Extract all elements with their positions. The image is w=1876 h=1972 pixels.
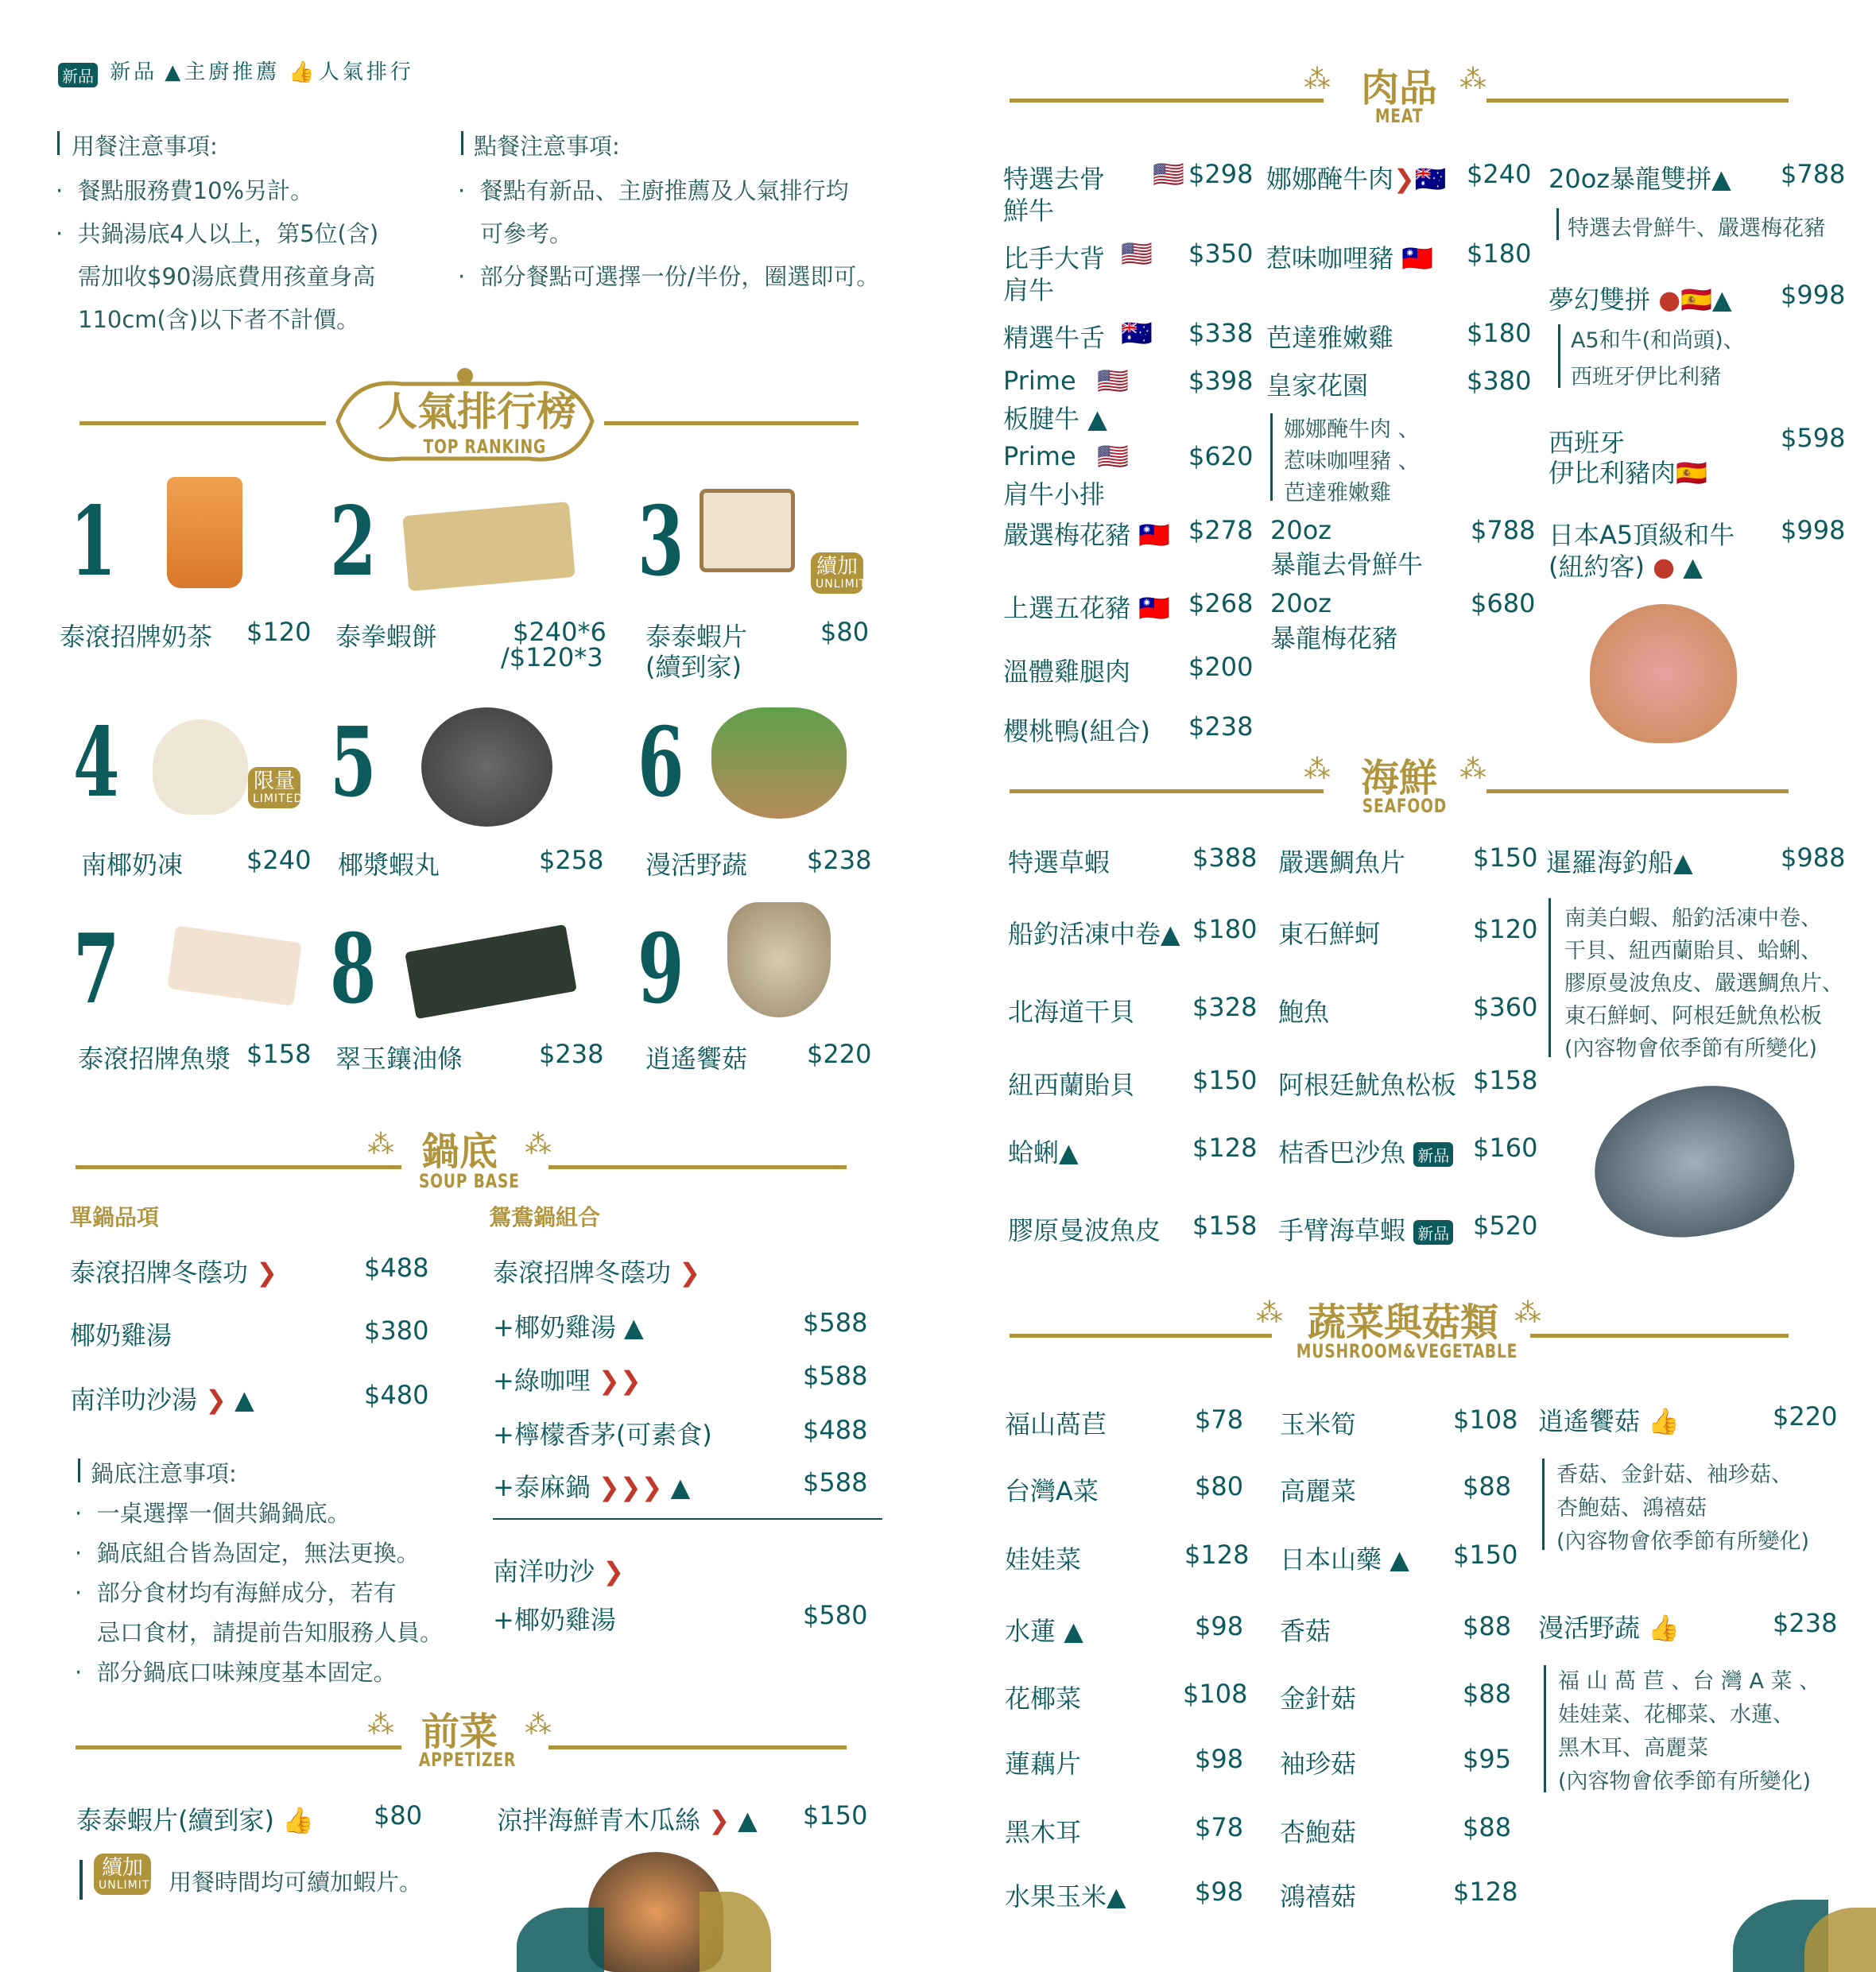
rank-item-price: $158: [246, 1039, 312, 1069]
seafood-item: 桔香巴沙魚 新品: [1278, 1133, 1453, 1169]
rank-item-price-half: /$120*3: [501, 642, 603, 672]
combo-head: 泰滾招牌冬蔭功 ❯: [493, 1257, 700, 1288]
meat-item: 芭達雅嫩雞: [1266, 323, 1394, 353]
garden-desc: 娜娜醃牛肉 、: [1284, 417, 1420, 442]
meat-item-2: 肩牛: [1003, 275, 1055, 305]
legend-popular: 人氣排行: [318, 60, 414, 84]
seafood-item: 船釣活凍中卷▲: [1008, 919, 1180, 949]
soup-notes-title: 鍋底注意事項:: [91, 1460, 237, 1487]
top-ranking-subtitle: TOP RANKING: [423, 436, 547, 458]
meat-item-2: 鮮牛: [1003, 196, 1055, 226]
sparkle-icon: ⁂: [525, 1129, 552, 1160]
appetizer-price: $150: [803, 1800, 868, 1831]
meat-item-2: (紐約客) ● ▲: [1548, 552, 1703, 582]
meat-price: $998: [1781, 280, 1846, 310]
soup-note: · 鍋底組合皆為固定，無法更換。: [75, 1540, 420, 1567]
veg-item: 福山萵苣: [1005, 1409, 1107, 1439]
veg-item: 蓮藕片: [1005, 1749, 1082, 1779]
seafood-price: $128: [1192, 1133, 1258, 1163]
top-ranking-title: 人氣排行榜: [378, 388, 576, 435]
rank-item-price: $238: [807, 845, 872, 875]
seafood-item: 暹羅海釣船▲: [1546, 847, 1693, 878]
meat-item: 皇家花園: [1266, 370, 1369, 401]
veg-price: $88: [1463, 1679, 1512, 1709]
meat-item: 夢幻雙拼 ●🇪🇸▲: [1548, 285, 1732, 315]
meat-item: 20oz: [1270, 588, 1332, 618]
meat-item: 日本A5頂級和牛: [1548, 520, 1735, 550]
combo-item: +椰奶雞湯: [493, 1605, 616, 1635]
rank-item-name-2: (續到家): [645, 652, 742, 682]
meat-subtitle: MEAT: [1374, 105, 1424, 127]
seafood-item: 紐西蘭貽貝: [1008, 1070, 1136, 1100]
meat-price: $200: [1188, 652, 1254, 682]
rank-number: 8: [330, 913, 377, 1025]
appetizer-subtitle: APPETIZER: [418, 1749, 517, 1771]
us-flag-icon: 🇺🇸: [1097, 441, 1129, 471]
appetizer-title: 前菜: [421, 1710, 498, 1754]
new-badge: 新品: [58, 63, 98, 87]
sparkle-icon: ⁂: [1514, 1297, 1541, 1329]
meat-price: $598: [1781, 423, 1846, 453]
boat-desc: 干貝、紐西蘭貽貝、蛤蜊、: [1564, 939, 1822, 963]
seafood-price: $150: [1473, 843, 1538, 873]
thumbs-up-icon: 👍: [289, 60, 315, 84]
seafood-item: 東石鮮蚵: [1278, 919, 1381, 949]
meat-item: 溫體雞腿肉: [1003, 657, 1131, 687]
seafood-price: $158: [1473, 1065, 1538, 1095]
soup-note: · 部分鍋底口味辣度基本固定。: [75, 1659, 397, 1686]
meat-price: $278: [1188, 515, 1254, 545]
meat-item-2: 暴龍梅花豬: [1270, 623, 1398, 653]
veg-price: $108: [1183, 1679, 1248, 1709]
combo-pot-title: 鴛鴦鍋組合: [489, 1204, 601, 1230]
shrimp-cake-image: [402, 502, 575, 591]
veg-desc: 娃娃菜、花椰菜、水蓮、: [1558, 1703, 1794, 1727]
combo-item: +椰奶雞湯 ▲: [493, 1312, 644, 1342]
leaf-decoration: [700, 1892, 771, 1972]
veg-item: 金針菇: [1280, 1683, 1357, 1714]
meat-item: 上選五花豬 🇹🇼: [1003, 593, 1171, 623]
appetizer-note: 用餐時間均可續加蝦片。: [169, 1869, 423, 1896]
soup-item: 南洋叻沙湯 ❯ ▲: [70, 1385, 254, 1415]
vegetable-basket-image: [711, 707, 847, 819]
boat-desc: 膠原曼波魚皮、嚴選鯛魚片、: [1564, 971, 1843, 996]
combo-price: $580: [803, 1600, 868, 1630]
meat-item: 20oz暴龍雙拼▲: [1548, 164, 1731, 194]
meat-price: $240: [1467, 159, 1532, 189]
meat-item: 櫻桃鴨(組合): [1003, 716, 1150, 746]
seafood-price: $388: [1192, 843, 1258, 873]
rank-item-price: $240*6: [513, 617, 607, 647]
order-note-2: 可參考。: [480, 220, 573, 247]
dining-note-1: · 餐點服務費10%另計。: [56, 177, 314, 204]
meat-price: $680: [1471, 588, 1536, 618]
us-flag-icon: 🇺🇸: [1121, 238, 1153, 269]
combo-desc: 特選去骨鮮牛、嚴選梅花豬: [1568, 216, 1825, 241]
au-flag-icon: 🇦🇺: [1121, 318, 1153, 348]
seafood-item: 鮑魚: [1278, 997, 1330, 1027]
meat-item: 娜娜醃牛肉❯🇦🇺: [1266, 164, 1447, 194]
meat-price: $298: [1188, 159, 1254, 189]
seafood-item: 蛤蜊▲: [1008, 1137, 1079, 1168]
veg-item: 玉米筍: [1280, 1409, 1357, 1439]
fish-paste-image: [167, 925, 302, 1005]
seafood-price: $328: [1192, 992, 1258, 1022]
soup-base-subtitle: SOUP BASE: [418, 1170, 520, 1192]
veg-price: $220: [1773, 1401, 1838, 1432]
rank-item-name: 漫活野蔬: [645, 850, 748, 880]
veg-price: $88: [1463, 1611, 1512, 1641]
rank-item-price: $80: [820, 617, 870, 647]
veg-price: $98: [1195, 1611, 1244, 1641]
veg-price: $80: [1195, 1471, 1244, 1501]
rank-number: 7: [73, 913, 120, 1025]
veg-price: $98: [1195, 1877, 1244, 1907]
sparkle-icon: ⁂: [367, 1129, 394, 1160]
meat-price: $238: [1188, 711, 1254, 742]
fried-dough-image: [405, 924, 577, 1019]
us-flag-icon: 🇺🇸: [1097, 366, 1129, 396]
veg-price: $128: [1184, 1540, 1250, 1570]
sparkle-icon: ⁂: [1459, 754, 1486, 785]
meat-item-2: 伊比利豬肉🇪🇸: [1548, 458, 1707, 488]
milk-tea-image: [167, 477, 242, 588]
appetizer-price: $80: [374, 1800, 423, 1831]
veg-item: 日本山藥 ▲: [1280, 1544, 1409, 1575]
rank-item-name: 翠玉鑲油條: [335, 1044, 463, 1074]
chef-icon: ▲: [165, 60, 181, 84]
seafood-price: $150: [1192, 1065, 1258, 1095]
meat-price: $620: [1188, 441, 1254, 471]
seafood-price: $120: [1473, 914, 1538, 944]
veg-price: $78: [1195, 1404, 1244, 1435]
mush-desc: 杏鮑菇、鴻禧菇: [1556, 1496, 1707, 1521]
dream-desc: 西班牙伊比利豬: [1571, 365, 1721, 389]
seafood-price: $360: [1473, 992, 1538, 1022]
veg-item: 台灣A菜: [1005, 1476, 1099, 1506]
seafood-item: 膠原曼波魚皮: [1008, 1215, 1161, 1246]
combo2-head: 南洋叻沙 ❯: [493, 1556, 624, 1587]
veg-price: $150: [1453, 1540, 1518, 1570]
dining-note-3: 需加收$90湯底費用孩童身高: [78, 263, 376, 290]
rank-item-price: $120: [246, 617, 312, 647]
soup-note: 忌口食材，請提前告知服務人員。: [97, 1619, 444, 1646]
meat-price: $180: [1467, 238, 1532, 269]
rank-item-name: 逍遙饗菇: [645, 1044, 748, 1074]
meat-item: Prime: [1003, 441, 1076, 471]
seafood-item: 嚴選鯛魚片: [1278, 847, 1406, 878]
veg-price: $128: [1453, 1877, 1518, 1907]
rank-item-name: 椰漿蝦丸: [338, 850, 440, 880]
sparkle-icon: ⁂: [367, 1709, 394, 1741]
single-pot-title: 單鍋品項: [70, 1204, 160, 1230]
meat-price: $998: [1781, 515, 1846, 545]
seafood-subtitle: SEAFOOD: [1362, 795, 1448, 817]
rank-number: 3: [638, 486, 684, 598]
veg-item: 花椰菜: [1005, 1683, 1082, 1714]
seafood-item: 手臂海草蝦 新品: [1278, 1211, 1453, 1247]
veg-price: $88: [1463, 1812, 1512, 1842]
boat-desc: 南美白蝦、船釣活凍中卷、: [1564, 906, 1822, 931]
meat-price: $350: [1188, 238, 1254, 269]
meat-price: $180: [1467, 318, 1532, 348]
appetizer-item: 泰泰蝦片(續到家) 👍: [76, 1805, 314, 1835]
divider: [493, 1518, 882, 1520]
rank-item-name: 泰泰蝦片: [645, 622, 748, 652]
veg-price: $95: [1463, 1744, 1512, 1774]
meat-item: Prime: [1003, 366, 1076, 396]
seafood-boat-image: [1580, 1070, 1805, 1255]
veg-price: $98: [1195, 1744, 1244, 1774]
seafood-item: 特選草蝦: [1008, 847, 1110, 878]
soup-item: 椰奶雞湯: [70, 1320, 172, 1350]
veg-item: 香菇: [1280, 1616, 1331, 1646]
vegetable-title: 蔬菜與菇類: [1308, 1300, 1499, 1345]
meat-price: $788: [1781, 159, 1846, 189]
garden-desc: 芭達雅嫩雞: [1284, 481, 1391, 506]
rank-item-name: 泰滾招牌魚漿: [78, 1044, 231, 1074]
meat-item: 特選去骨: [1003, 164, 1106, 194]
order-note-3: · 部分餐點可選擇一份/半份，圈選即可。: [458, 263, 880, 290]
order-notes-title: 點餐注意事項:: [474, 133, 620, 160]
veg-price: $88: [1463, 1471, 1512, 1501]
combo-price: $588: [803, 1467, 868, 1497]
unlimited-badge: 續加 UNLIMITED: [94, 1854, 151, 1895]
veg-item: 逍遙饗菇 👍: [1538, 1406, 1680, 1436]
combo-price: $588: [803, 1308, 868, 1338]
rank-item-name: 泰滾招牌奶茶: [60, 622, 213, 652]
meat-price: $268: [1188, 588, 1254, 618]
leaf-decoration: [517, 1908, 604, 1972]
rank-number: 2: [330, 486, 377, 598]
seafood-item: 北海道干貝: [1008, 997, 1136, 1027]
veg-item: 高麗菜: [1280, 1476, 1357, 1506]
meat-item-2: 肩牛小排: [1003, 479, 1106, 509]
order-note-1: · 餐點有新品、主廚推薦及人氣排行均: [458, 177, 849, 204]
shrimp-chips-image: [700, 489, 795, 572]
meat-item-2: 板腱牛 ▲: [1003, 404, 1107, 434]
seafood-price: $160: [1473, 1133, 1538, 1163]
veg-item: 娃娃菜: [1005, 1544, 1082, 1575]
veg-item: 黑木耳: [1005, 1817, 1082, 1847]
sparkle-icon: ⁂: [1459, 64, 1486, 95]
unlimited-badge: 續加 UNLIMITED: [811, 552, 863, 594]
shrimp-balls-image: [421, 707, 552, 827]
vegetable-subtitle: MUSHROOM&VEGETABLE: [1296, 1340, 1518, 1362]
seafood-price: $520: [1473, 1211, 1538, 1241]
soup-note: · 一桌選擇一個共鍋鍋底。: [75, 1500, 351, 1527]
rank-number: 6: [638, 707, 684, 819]
mush-desc: 香菇、金針菇、袖珍菇、: [1556, 1463, 1793, 1487]
veg-item: 袖珍菇: [1280, 1749, 1357, 1779]
veg-desc: (內容物會依季節有所變化): [1558, 1769, 1812, 1794]
garden-desc: 惹味咖哩豬 、: [1284, 449, 1420, 474]
meat-price: $398: [1188, 366, 1254, 396]
dining-note-4: 110cm(含)以下者不計價。: [78, 306, 360, 333]
seafood-title: 海鮮: [1361, 756, 1438, 800]
meat-item: 惹味咖哩豬 🇹🇼: [1266, 243, 1434, 273]
sparkle-icon: ⁂: [1304, 754, 1331, 785]
veg-price: $108: [1453, 1404, 1518, 1435]
rank-number: 4: [73, 707, 120, 819]
legend: [58, 56, 414, 87]
sparkle-icon: ⁂: [525, 1709, 552, 1741]
meat-price: $338: [1188, 318, 1254, 348]
combo-item: +檸檬香茅(可素食): [493, 1420, 712, 1450]
rank-item-price: $238: [539, 1039, 604, 1069]
mushroom-basket-image: [727, 902, 831, 1017]
meat-price: $380: [1467, 366, 1532, 396]
legend-chef: 主廚推薦: [184, 60, 281, 84]
combo-price: $588: [803, 1361, 868, 1391]
soup-note: · 部分食材均有海鮮成分，若有: [75, 1579, 397, 1606]
veg-item: 杏鮑菇: [1280, 1817, 1357, 1847]
veg-price: $78: [1195, 1812, 1244, 1842]
rank-number: 1: [70, 486, 117, 598]
boat-desc: 東石鮮蚵、阿根廷魷魚松板: [1564, 1004, 1822, 1029]
combo-item: +綠咖哩 ❯❯: [493, 1366, 641, 1396]
seafood-price: $988: [1781, 843, 1846, 873]
rank-item-price: $258: [539, 845, 604, 875]
us-flag-icon: 🇺🇸: [1153, 159, 1184, 189]
combo-price: $488: [803, 1415, 868, 1445]
meat-item: 嚴選梅花豬 🇹🇼: [1003, 520, 1171, 550]
sparkle-icon: ⁂: [1256, 1297, 1283, 1329]
seafood-price: $180: [1192, 914, 1258, 944]
meat-item: 西班牙: [1548, 428, 1626, 458]
rank-item-name: 泰拳蝦餅: [335, 622, 438, 652]
rank-number: 9: [638, 913, 684, 1025]
meat-item: 精選牛舌: [1003, 323, 1106, 353]
appetizer-item: 涼拌海鮮青木瓜絲 ❯ ▲: [497, 1805, 758, 1835]
soup-price: $488: [364, 1253, 429, 1283]
boat-desc: (內容物會依季節有所變化): [1564, 1036, 1818, 1061]
dream-desc: A5和牛(和尚頭)、: [1571, 328, 1745, 353]
soup-price: $380: [364, 1315, 429, 1346]
veg-item: 水果玉米▲: [1005, 1881, 1126, 1912]
dining-note-2: · 共鍋湯底4人以上，第5位(含): [56, 220, 379, 247]
veg-desc: 黑木耳、高麗菜: [1558, 1736, 1708, 1761]
mush-desc: (內容物會依季節有所變化): [1556, 1529, 1810, 1554]
meat-item: 比手大背: [1003, 243, 1106, 273]
veg-item: 漫活野蔬 👍: [1538, 1613, 1680, 1643]
meat-item-2: 暴龍去骨鮮牛: [1270, 549, 1424, 579]
legend-new: 新品: [110, 60, 158, 84]
rank-item-price: $220: [807, 1039, 872, 1069]
sparkle-icon: ⁂: [1304, 64, 1331, 95]
veg-item: 鴻禧菇: [1280, 1881, 1357, 1912]
meat-platter-image: [1590, 604, 1737, 743]
soup-item: 泰滾招牌冬蔭功 ❯: [70, 1257, 277, 1288]
meat-item: 20oz: [1270, 515, 1332, 545]
rank-item-price: $240: [246, 845, 312, 875]
combo-item: +泰麻鍋 ❯❯❯ ▲: [493, 1472, 691, 1502]
soup-price: $480: [364, 1380, 429, 1410]
veg-item: 水蓮 ▲: [1005, 1616, 1083, 1646]
seafood-price: $158: [1192, 1211, 1258, 1241]
rank-number: 5: [330, 707, 377, 819]
meat-price: $788: [1471, 515, 1536, 545]
limited-badge: 限量 LIMITED: [248, 767, 300, 808]
rank-item-name: 南椰奶凍: [81, 850, 184, 880]
meat-title: 肉品: [1361, 66, 1438, 110]
veg-desc: 福 山 萵 苣 、台 灣 A 菜 、: [1558, 1669, 1821, 1694]
dining-notes-title: 用餐注意事項:: [72, 133, 218, 160]
veg-price: $238: [1773, 1608, 1838, 1638]
coconut-jelly-image: [153, 719, 248, 815]
seafood-item: 阿根廷魷魚松板: [1278, 1070, 1457, 1100]
soup-base-title: 鍋底: [421, 1129, 498, 1174]
